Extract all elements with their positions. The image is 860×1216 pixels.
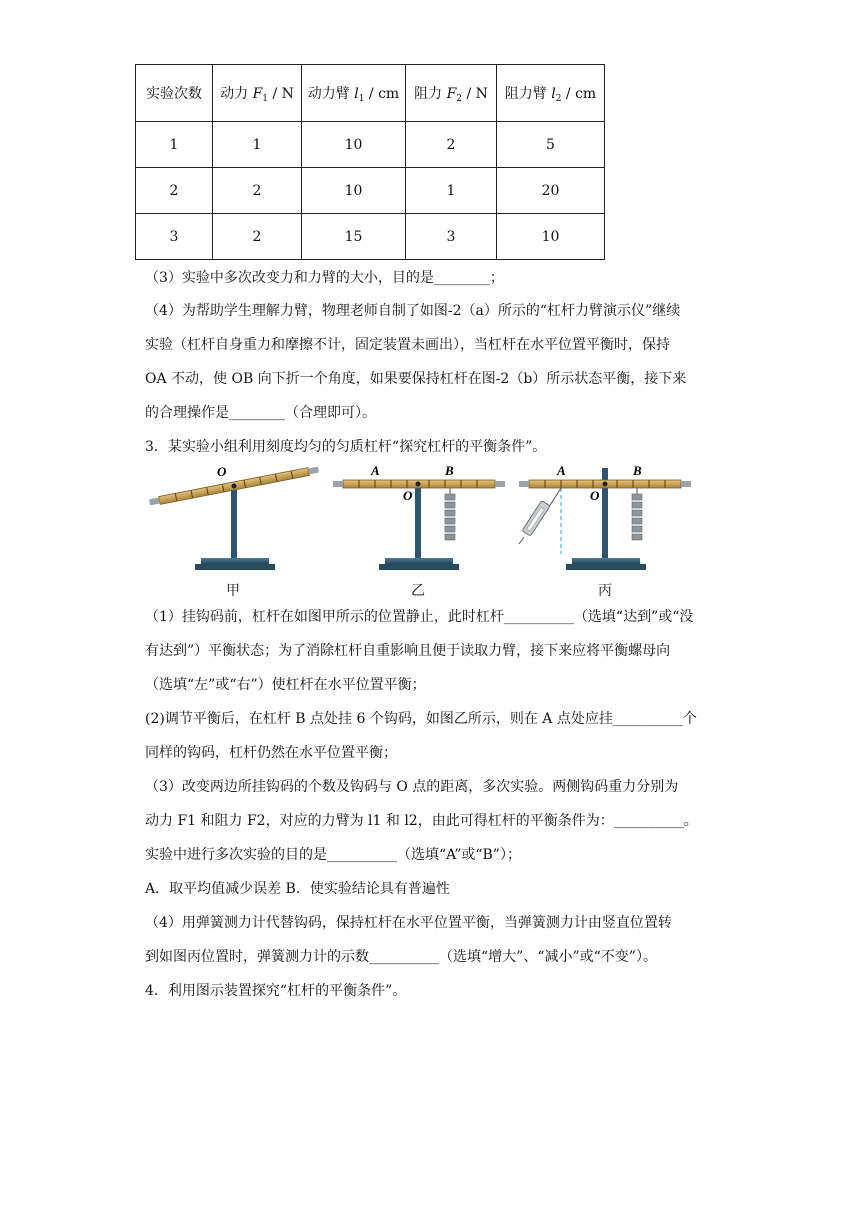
q3-part3-line1: （3）改变两边所挂钩码的个数及钩码与 O 点的距离，多次实验。两侧钩码重力分别为 xyxy=(145,779,679,795)
q3-part2-line1: (2)调节平衡后，在杠杆 B 点处挂 6 个钩码，如图乙所示，则在 A 点处应挂__________个 xyxy=(145,711,697,727)
label-b: B xyxy=(633,463,642,478)
label-a: A xyxy=(557,463,566,478)
header-cell xyxy=(497,65,605,122)
table-cell: 1 xyxy=(213,122,302,168)
stand-foot xyxy=(379,564,459,570)
q3-part3-line2: 动力 F1 和阻力 F2，对应的力臂为 l1 和 l2，由此可得杠杆的平衡条件为：__________。 xyxy=(145,813,698,829)
q3-part1-line2: 有达到”）平衡状态；为了消除杠杆自重影响且便于读取力臂，接下来应将平衡螺母向 xyxy=(145,643,671,659)
q4-intro: 4．利用图示装置探究“杠杆的平衡条件”。 xyxy=(145,983,407,999)
figure-jia xyxy=(149,464,319,570)
stand-base xyxy=(385,558,453,564)
table-cell: 1 xyxy=(406,168,497,214)
q2-part4-line2: 实验（杠杆自身重力和摩擦不计，固定装置未画出），当杠杆在水平位置平衡时，保持 xyxy=(145,337,670,353)
header-cell xyxy=(213,65,302,122)
data-table xyxy=(135,64,605,260)
caption-jia: 甲 xyxy=(226,583,240,599)
table-cell: 20 xyxy=(497,168,605,214)
table-cell: 2 xyxy=(213,214,302,260)
header-text: 动力 xyxy=(220,85,253,102)
stand-pole xyxy=(231,486,237,560)
hook-weights xyxy=(445,494,455,540)
label-b: B xyxy=(445,463,454,478)
caption-bing: 丙 xyxy=(598,583,612,599)
pivot-point xyxy=(603,482,608,487)
header-sub: 1 xyxy=(358,93,365,104)
header-text: 动力臂 xyxy=(307,85,355,102)
caption-yi: 乙 xyxy=(411,583,425,599)
header-var: l xyxy=(354,85,359,102)
pivot-point xyxy=(232,484,237,489)
header-var: F xyxy=(252,85,263,102)
q2-part4-line4: 的合理操作是________（合理即可）。 xyxy=(145,405,376,421)
table-cell: 2 xyxy=(406,122,497,168)
table-cell: 10 xyxy=(302,168,406,214)
table-cell: 10 xyxy=(302,122,406,168)
header-var: F xyxy=(446,85,457,102)
lever-figures xyxy=(145,458,705,578)
header-cell xyxy=(406,65,497,122)
stand-base xyxy=(201,558,269,564)
q3-part1-line3: （选填“左”或“右”）使杠杆在水平位置平衡； xyxy=(145,677,426,693)
header-cell xyxy=(302,65,406,122)
q2-part4-line1: （4）为帮助学生理解力臂，物理老师自制了如图-2（a）所示的“杠杆力臂演示仪”继续 xyxy=(145,303,681,319)
q3-part4-line1: （4）用弹簧测力计代替钩码，保持杠杆在水平位置平衡，当弹簧测力计由竖直位置转 xyxy=(145,915,672,931)
header-unit: / N xyxy=(462,85,488,102)
table-cell: 3 xyxy=(406,214,497,260)
table-cell: 1 xyxy=(136,122,213,168)
q3-part4-line2: 到如图丙位置时，弹簧测力计的示数__________（选填“增大”、“减小”或“不变”）。 xyxy=(145,949,657,965)
hook-weights xyxy=(632,494,642,540)
table-row xyxy=(136,168,605,214)
q3-part3-line3: 实验中进行多次实验的目的是__________（选填“A”或“B”）； xyxy=(145,847,521,863)
stand-foot xyxy=(195,564,275,570)
label-o: O xyxy=(590,488,600,503)
table-cell: 15 xyxy=(302,214,406,260)
table-row xyxy=(136,214,605,260)
header-cell xyxy=(136,65,213,122)
header-sub: 2 xyxy=(555,93,562,104)
q3-part1-line1: （1）挂钩码前，杠杆在如图甲所示的位置静止，此时杠杆__________（选填“达到”或“没 xyxy=(145,609,694,625)
table-cell: 2 xyxy=(213,168,302,214)
label-o: O xyxy=(217,464,227,479)
q3-options: A．取平均值减少误差 B．使实验结论具有普遍性 xyxy=(145,881,450,897)
header-unit: / N xyxy=(268,85,294,102)
table-cell: 2 xyxy=(136,168,213,214)
pivot-point xyxy=(416,482,421,487)
header-text: 实验次数 xyxy=(146,86,202,102)
spring-scale xyxy=(519,488,561,544)
table-header-row xyxy=(136,65,605,122)
table-cell: 10 xyxy=(497,214,605,260)
header-text: 阻力臂 xyxy=(504,85,552,102)
figure-bing xyxy=(519,463,691,570)
label-o: O xyxy=(403,488,413,503)
stand-base xyxy=(572,558,640,564)
q2-part3: （3）实验中多次改变力和力臂的大小，目的是________； xyxy=(145,270,504,286)
q3-intro: 3．某实验小组利用刻度均匀的匀质杠杆“探究杠杆的平衡条件”。 xyxy=(145,439,547,455)
header-var: l xyxy=(551,85,556,102)
stand-pole xyxy=(415,486,421,560)
q2-part4-line3: OA 不动，使 OB 向下折一个角度，如果要保持杠杆在图-2（b）所示状态平衡，接下来 xyxy=(145,371,687,387)
stand-foot xyxy=(566,564,646,570)
table-cell: 5 xyxy=(497,122,605,168)
label-a: A xyxy=(371,463,380,478)
table-row xyxy=(136,122,605,168)
figure-yi xyxy=(333,463,505,570)
q3-part2-line2: 同样的钩码，杠杆仍然在水平位置平衡； xyxy=(145,745,397,761)
header-text: 阻力 xyxy=(414,85,447,102)
table-cell: 3 xyxy=(136,214,213,260)
header-unit: / cm xyxy=(364,85,400,102)
header-unit: / cm xyxy=(561,85,597,102)
header-sub: 2 xyxy=(456,93,463,104)
header-sub: 1 xyxy=(262,93,269,104)
